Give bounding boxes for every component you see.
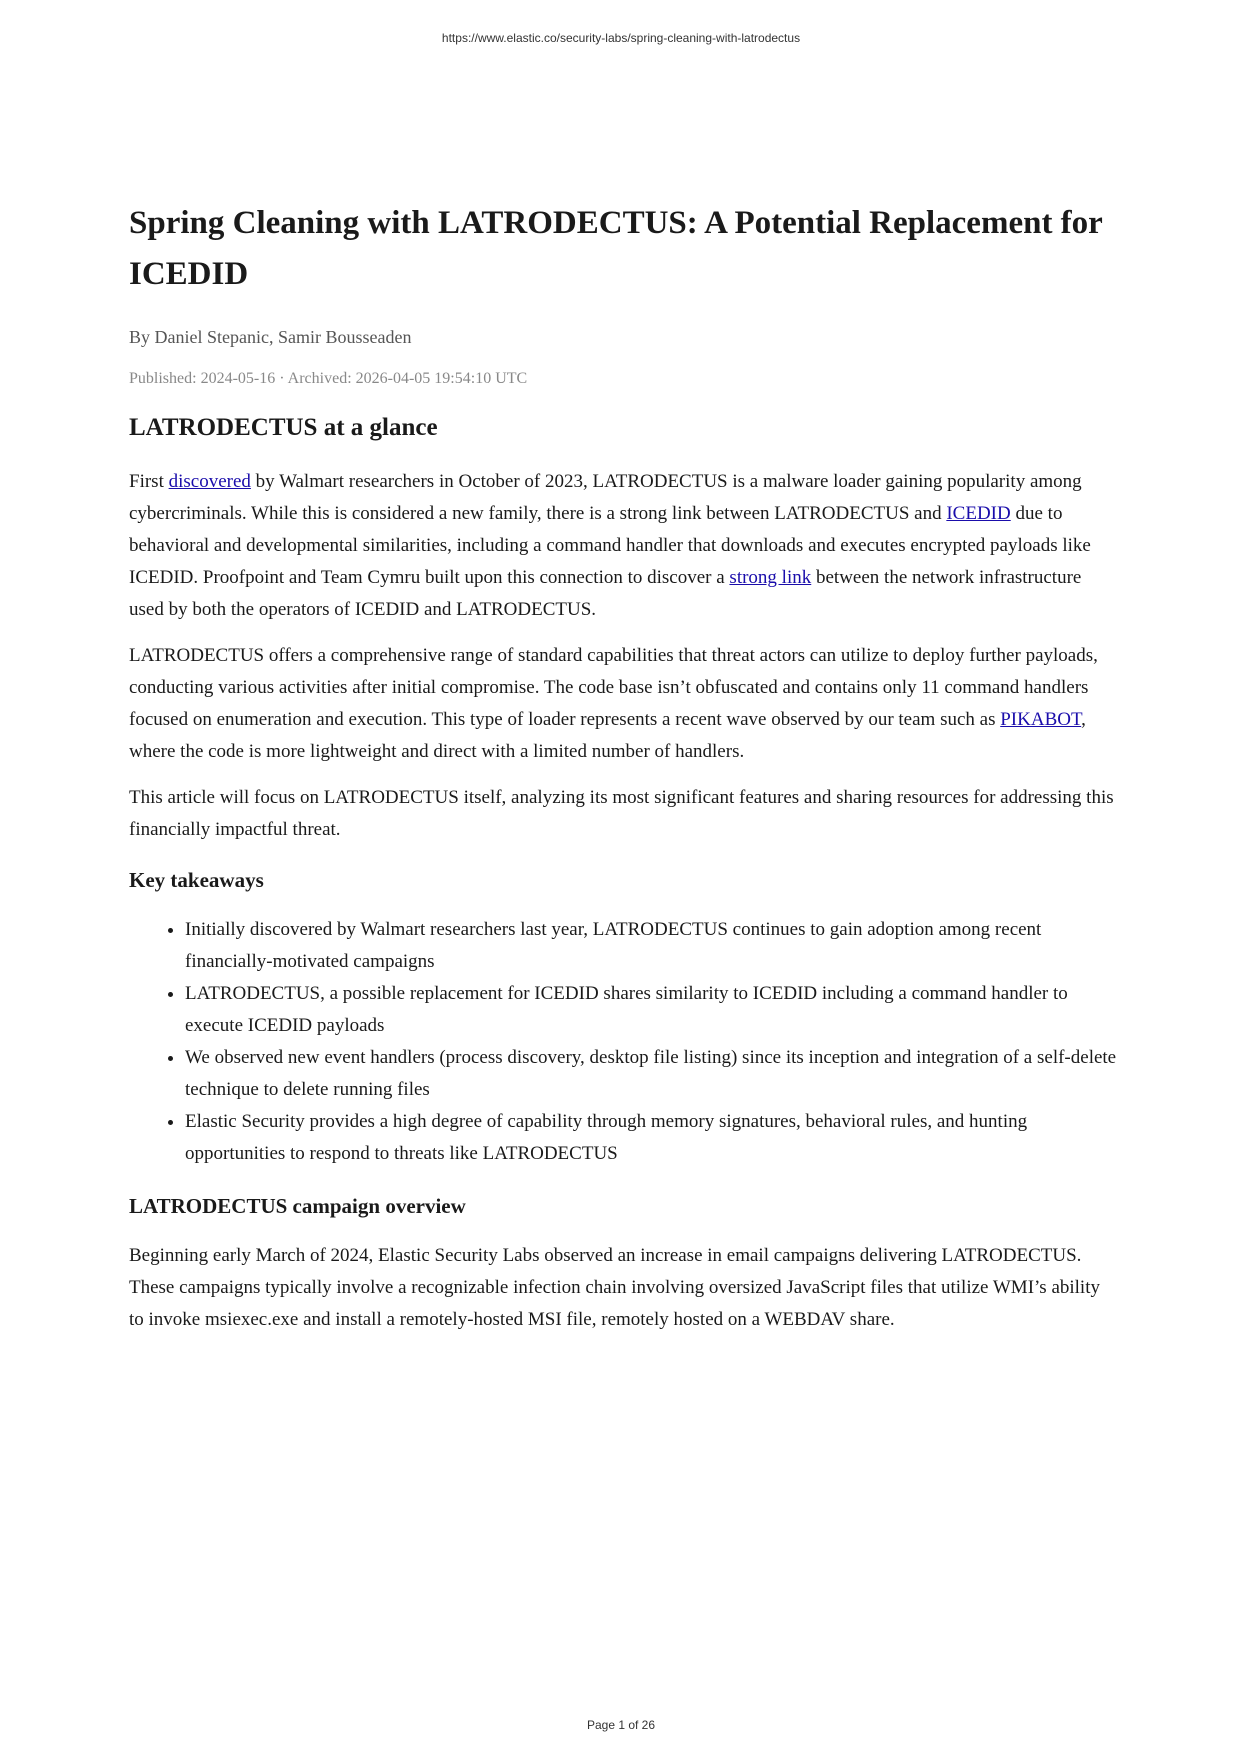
text-segment: between the network infrastructure used by both the operators of ICEDID and LATRODECTUS. [129, 567, 1082, 620]
article-content [129, 198, 1119, 1336]
link-discovered[interactable]: discovered [168, 471, 251, 492]
article-title: Spring Cleaning with LATRODECTUS: A Potential Replacement for ICEDID [129, 205, 1103, 292]
text-segment: First [129, 471, 169, 492]
text-segment: , where the code is more lightweight and direct with a limited number of handlers. [129, 709, 1086, 762]
paragraph-campaign: Beginning early March of 2024, Elastic Security Labs observed an increase in email campaigns delivering LATRODECTUS. These campaigns typically involve a recognizable infection chain involving oversized JavaScript files that utilize WMI’s ability to invoke msiexec.exe and install a remotely-hosted MSI file, remotely hosted on a WEBDAV share. [129, 1245, 1100, 1330]
list-item: • LATRODECTUS, a possible replacement for ICEDID shares similarity to ICEDID including a command handler to execute ICEDID payloads [185, 978, 1119, 1042]
article-byline: By Daniel Stepanic, Samir Bousseaden [129, 327, 412, 347]
page-number: Page 1 of 26 [586, 1718, 656, 1732]
paragraph-focus: This article will focus on LATRODECTUS itself, analyzing its most significant features and sharing resources for addressing this financially impactful threat. [129, 787, 1114, 840]
page-header-url: https://www.elastic.co/security-labs/spring-cleaning-with-latrodectus [441, 31, 801, 45]
text-segment: LATRODECTUS offers a comprehensive range of standard capabilities that threat actors can utilize to deploy further payloads, conducting various activities after initial compromise. The code base isn’t obfuscated and contains only 11 command handlers focused on enumeration and execution. This type of loader represents a recent wave observed by our team such as [129, 645, 1098, 730]
text-segment: by Walmart researchers in October of 2023, LATRODECTUS is a malware loader gaining popularity among cybercriminals. While this is considered a new family, there is a strong link between LATRODECTUS and [129, 471, 1082, 524]
list-item: • Initially discovered by Walmart researchers last year, LATRODECTUS continues to gain adoption among recent financially-motivated campaigns [185, 914, 1119, 978]
key-takeaways-list [129, 914, 1119, 1170]
section-heading-key-takeaways: Key takeaways [129, 868, 264, 892]
list-item: • Elastic Security provides a high degree of capability through memory signatures, behavioral rules, and hunting opportunities to respond to threats like LATRODECTUS [185, 1106, 1119, 1170]
section-heading-at-a-glance: LATRODECTUS at a glance [129, 414, 438, 441]
link-strong-link[interactable]: strong link [729, 567, 812, 588]
paragraph-capabilities [129, 640, 1119, 768]
paragraph-intro [129, 466, 1119, 626]
article-dates: Published: 2024-05-16 · Archived: 2026-04-05 19:54:10 UTC [129, 370, 528, 387]
list-item: • We observed new event handlers (process discovery, desktop file listing) since its inception and integration of a self-delete technique to delete running files [185, 1042, 1119, 1106]
link-icedid[interactable]: ICEDID [946, 503, 1011, 524]
text-segment: due to behavioral and developmental similarities, including a command handler that downloads and executes encrypted payloads like ICEDID. Proofpoint and Team Cymru built upon this connection to discover a [129, 503, 1091, 588]
link-pikabot[interactable]: PIKABOT [1000, 709, 1082, 730]
section-heading-campaign-overview: LATRODECTUS campaign overview [129, 1194, 466, 1218]
